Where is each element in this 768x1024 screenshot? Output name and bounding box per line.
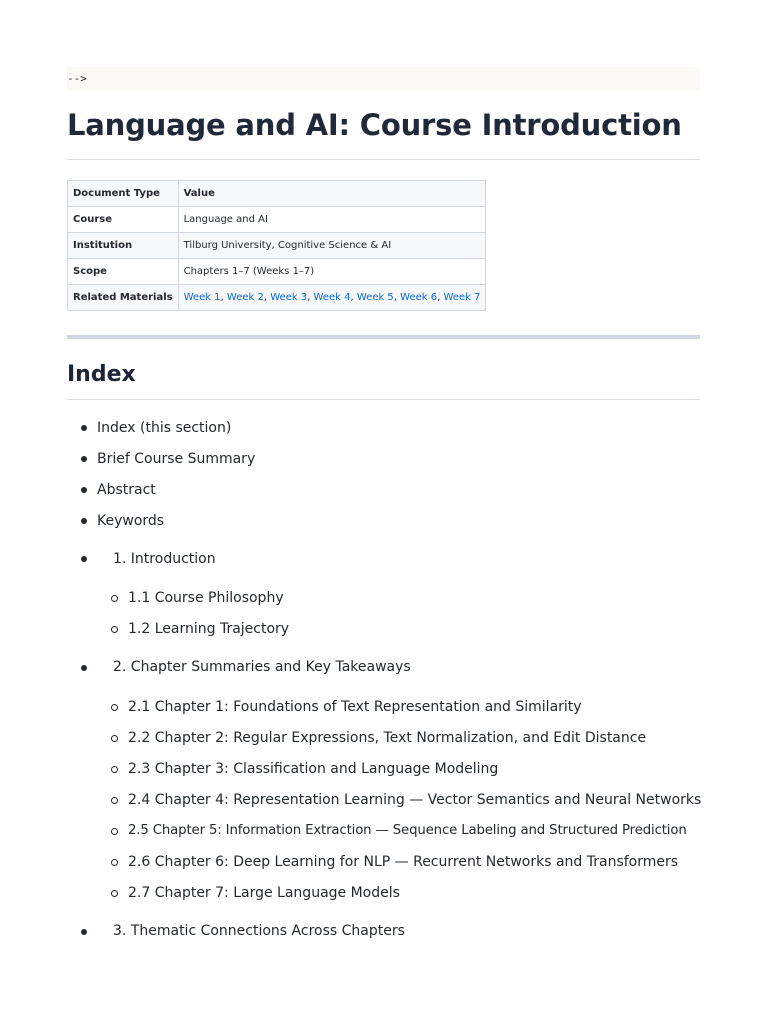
week-3-link[interactable]: Week 3 (270, 292, 308, 303)
bullet-icon (81, 487, 87, 493)
toc-link-chapter-5[interactable]: 2.5 Chapter 5: Information Extraction — Sequence Labeling and Structured Prediction (128, 823, 687, 838)
link-separator: , (220, 292, 227, 303)
bullet-icon (81, 665, 87, 671)
row-value: Tilburg University, Cognitive Science & AI (178, 233, 486, 259)
bullet-icon (81, 425, 87, 431)
week-1-link[interactable]: Week 1 (183, 292, 221, 303)
table-header-row (68, 181, 486, 207)
toc-link-introduction[interactable]: 1. Introduction (113, 551, 216, 567)
toc-link-learning-trajectory[interactable]: 1.2 Learning Trajectory (128, 621, 290, 637)
circle-bullet-icon (111, 704, 118, 711)
week-5-link[interactable]: Week 5 (356, 292, 394, 303)
circle-bullet-icon (111, 626, 118, 633)
bullet-icon (81, 518, 87, 524)
toc-link-course-philosophy[interactable]: 1.1 Course Philosophy (128, 590, 284, 606)
toc-link-chapter-summaries[interactable]: 2. Chapter Summaries and Key Takeaways (113, 659, 411, 675)
circle-bullet-icon (111, 859, 118, 866)
metadata-table (67, 180, 486, 311)
table-header-value: Value (178, 181, 486, 207)
toc-link-chapter-4[interactable]: 2.4 Chapter 4: Representation Learning — Vector Semantics and Neural Networks (128, 792, 702, 808)
link-separator: , (263, 292, 271, 303)
circle-bullet-icon (111, 797, 118, 804)
toc-link-chapter-7[interactable]: 2.7 Chapter 7: Large Language Models (128, 885, 400, 901)
row-key: Institution (68, 233, 179, 259)
row-value: Chapters 1–7 (Weeks 1–7) (178, 259, 486, 285)
table-header-key: Document Type (68, 181, 179, 207)
row-key: Related Materials (68, 285, 179, 311)
table-row-related (68, 285, 486, 311)
toc-link-summary[interactable]: Brief Course Summary (97, 451, 256, 467)
row-key: Scope (68, 259, 179, 285)
table-row (68, 259, 486, 285)
table-row (68, 233, 486, 259)
link-separator: , (350, 292, 357, 303)
week-2-link[interactable]: Week 2 (226, 292, 264, 303)
index-heading: Index (67, 362, 136, 387)
link-separator: , (307, 292, 314, 303)
circle-bullet-icon (111, 828, 118, 835)
stray-comment-text: --> (67, 67, 700, 91)
toc-link-chapter-6[interactable]: 2.6 Chapter 6: Deep Learning for NLP — Recurrent Networks and Transformers (128, 854, 679, 870)
link-separator: , (437, 292, 444, 303)
row-key: Course (68, 207, 179, 233)
toc-link-index[interactable]: Index (this section) (97, 420, 232, 436)
circle-bullet-icon (111, 890, 118, 897)
toc-link-chapter-2[interactable]: 2.2 Chapter 2: Regular Expressions, Text Normalization, and Edit Distance (128, 730, 647, 746)
week-4-link[interactable]: Week 4 (313, 292, 351, 303)
toc-link-chapter-1[interactable]: 2.1 Chapter 1: Foundations of Text Representation and Similarity (128, 699, 582, 715)
toc-link-chapter-3[interactable]: 2.3 Chapter 3: Classification and Language Modeling (128, 761, 499, 777)
week-6-link[interactable]: Week 6 (400, 292, 438, 303)
circle-bullet-icon (111, 766, 118, 773)
row-value: Language and AI (178, 207, 486, 233)
bullet-icon (81, 456, 87, 462)
circle-bullet-icon (111, 735, 118, 742)
link-separator: , (393, 292, 401, 303)
index-divider (67, 399, 700, 400)
circle-bullet-icon (111, 595, 118, 602)
section-divider (67, 335, 700, 339)
page-title: Language and AI: Course Introduction (67, 108, 682, 142)
bullet-icon (81, 556, 87, 562)
toc-link-abstract[interactable]: Abstract (97, 482, 156, 498)
week-7-link[interactable]: Week 7 (443, 292, 481, 303)
bullet-icon (81, 929, 87, 935)
toc-link-keywords[interactable]: Keywords (97, 513, 165, 529)
title-divider (67, 159, 700, 160)
table-row (68, 207, 486, 233)
related-links-cell (178, 285, 486, 311)
toc-link-thematic-connections[interactable]: 3. Thematic Connections Across Chapters (113, 923, 405, 939)
